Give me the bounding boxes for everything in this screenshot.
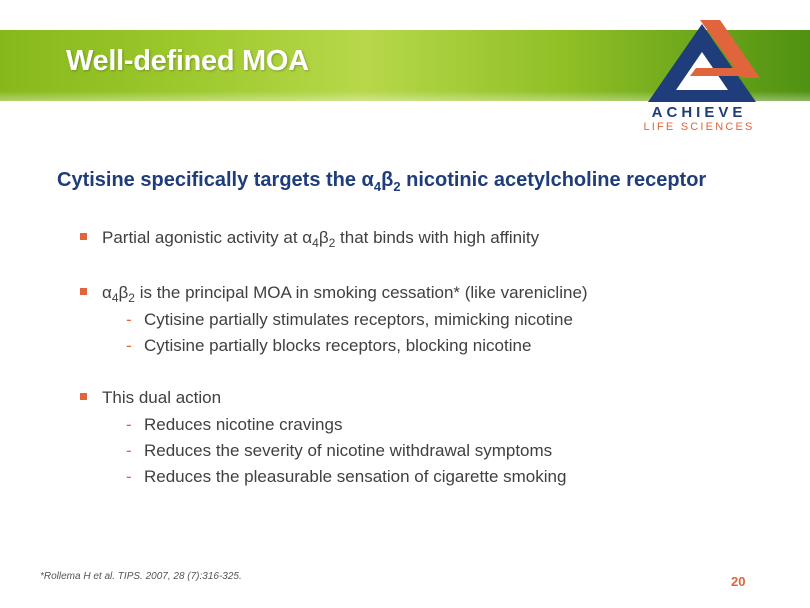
square-bullet-icon <box>80 393 87 400</box>
logo-wordmark: ACHIEVE <box>651 104 747 121</box>
achieve-triangle-logo-icon <box>642 18 762 106</box>
bullet-item-dual-action: This dual action <box>80 388 221 408</box>
slide-title: Well-defined MOA <box>66 45 309 77</box>
sub-bullet-item: - Reduces the severity of nicotine withdrawal symptoms <box>126 441 553 460</box>
dash-bullet-icon: - <box>126 441 132 460</box>
logo-tagline: LIFE SCIENCES <box>643 121 755 133</box>
sub-bullet-item: - Reduces the pleasurable sensation of cigarette smoking <box>126 467 567 486</box>
bullet-item-principal-moa: $\alpha_4\beta_2$ is the principal MOA in smoking cessation* (like varenicline) <box>80 283 588 305</box>
slide-headline: Cytisine specifically targets the $\alpha_4\beta_2$ nicotinic acetylcholine receptor <box>57 169 707 194</box>
reference-footnote: *Rollema H et al. TIPS. 2007, 28 (7):316-325. <box>40 571 242 582</box>
square-bullet-icon <box>80 233 87 240</box>
bullet-item-agonistic-activity: Partial agonistic activity at $\alpha_4\beta_2$ that binds with high affinity <box>80 228 539 250</box>
sub-bullet-item: - Cytisine partially blocks receptors, blocking nicotine <box>126 336 532 355</box>
square-bullet-icon <box>80 288 87 295</box>
sub-bullet-item: - Reduces nicotine cravings <box>126 415 343 434</box>
dash-bullet-icon: - <box>126 415 132 434</box>
company-logo <box>632 18 772 138</box>
page-number: 20 <box>731 574 746 589</box>
dash-bullet-icon: - <box>126 336 132 355</box>
sub-bullet-item: - Cytisine partially stimulates receptors, mimicking nicotine <box>126 310 573 329</box>
dash-bullet-icon: - <box>126 310 132 329</box>
dash-bullet-icon: - <box>126 467 132 486</box>
